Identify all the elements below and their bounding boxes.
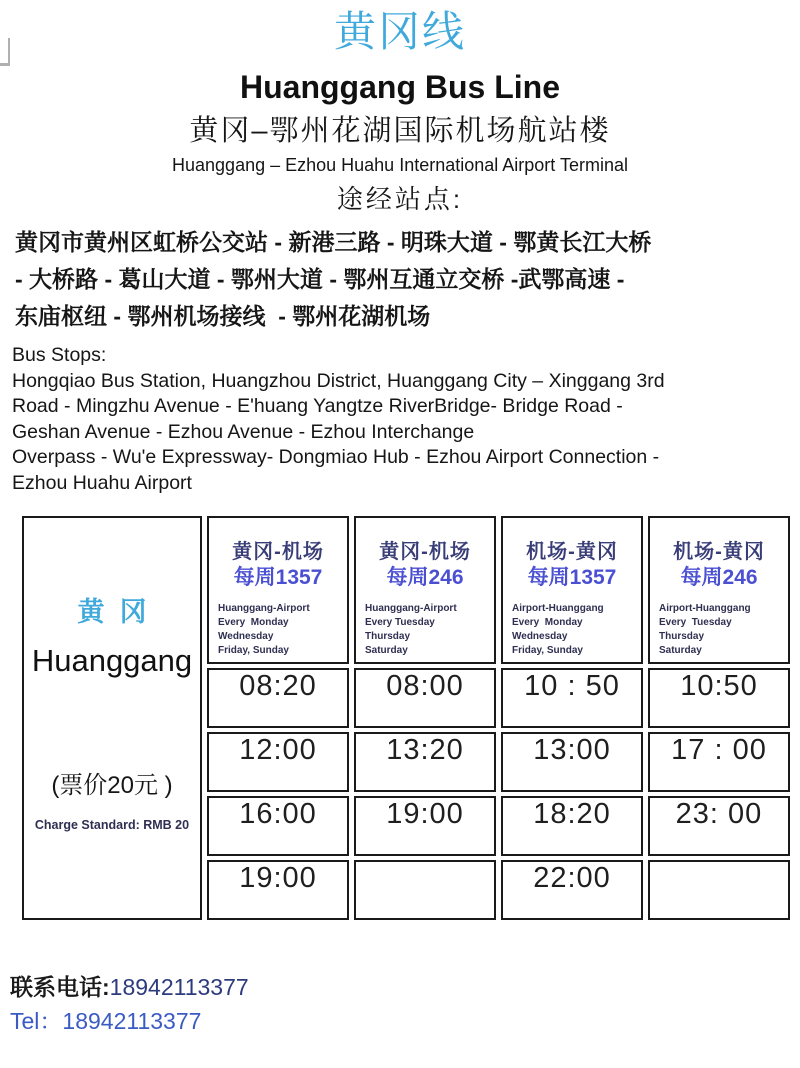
- route-label-en: Airport-Huanggang: [659, 603, 751, 614]
- contact-line-cn: [10, 970, 800, 1004]
- time-cell: 18:20: [501, 796, 643, 856]
- time-cell: 10:50: [648, 668, 790, 728]
- contact-phone-cn: 18942113377: [109, 974, 249, 1000]
- tel-label: Tel：: [10, 1008, 63, 1034]
- time-cell: 13:00: [501, 732, 643, 792]
- fare-note-cn: (票价20元 ): [51, 772, 173, 799]
- column-header-airport-huanggang-246: [648, 516, 790, 664]
- stops-cn-line: 黄冈市黄州区虹桥公交站 - 新港三路 - 明珠大道 - 鄂黄长江大桥: [15, 229, 652, 255]
- time-cell: 12:00: [207, 732, 349, 792]
- route-label-cn: 机场-黄冈: [526, 541, 618, 563]
- page-corner-mark-horizontal: [0, 63, 10, 66]
- route-label-en: Huanggang-Airport: [218, 603, 310, 614]
- stops-en-line: Geshan Avenue - Ezhou Avenue - Ezhou Interchange: [12, 420, 475, 443]
- weekly-schedule-label: 每周246: [680, 566, 758, 589]
- column-header-huanggang-airport-1357: [207, 516, 349, 664]
- service-days-line: Every Tuesday: [659, 617, 732, 628]
- weekly-schedule-label: 每周1357: [527, 566, 617, 589]
- time-cell: [354, 860, 496, 920]
- time-cell: 16:00: [207, 796, 349, 856]
- time-cell: 08:00: [354, 668, 496, 728]
- route-label-cn: 机场-黄冈: [673, 541, 765, 563]
- contact-label-cn: 联系电话:: [10, 974, 110, 1000]
- stops-en-line: Overpass - Wu'e Expressway- Dongmiao Hub - Ezhou Airport Connection -: [12, 446, 660, 468]
- time-cell: 22:00: [501, 860, 643, 920]
- stops-list-en: [12, 343, 800, 496]
- column-header-airport-huanggang-1357: [501, 516, 643, 664]
- service-days-line: Thursday: [659, 631, 705, 642]
- station-name-cn: 黄 冈: [77, 597, 147, 627]
- time-cell: 08:20: [207, 668, 349, 728]
- station-cell: [22, 516, 202, 920]
- service-days-line: Saturday: [365, 645, 408, 656]
- time-cell: 19:00: [207, 860, 349, 920]
- time-cell: 10 : 50: [501, 668, 643, 728]
- service-days-line: Every Tuesday: [365, 617, 435, 628]
- time-cell: 23: 00: [648, 796, 790, 856]
- route-label-en: Airport-Huanggang: [512, 603, 604, 614]
- route-label-en: Huanggang-Airport: [365, 603, 457, 614]
- time-cell: [648, 860, 790, 920]
- route-subtitle-cn: 黄冈–鄂州花湖国际机场航站楼: [189, 115, 611, 147]
- schedule-table: [17, 512, 795, 924]
- service-days-line: Every Monday: [512, 617, 583, 628]
- stops-heading-cn: 途经站点:: [336, 184, 464, 214]
- stops-heading-en: Bus Stops:: [12, 344, 107, 366]
- stops-en-line: Hongqiao Bus Station, Huangzhou District, Huanggang City – Xinggang 3rd: [12, 369, 665, 392]
- stops-cn-line: - 大桥路 - 葛山大道 - 鄂州大道 - 鄂州互通立交桥 -武鄂高速 -: [15, 266, 625, 292]
- stops-en-line: Ezhou Huahu Airport: [12, 471, 192, 494]
- fare-note-en: Charge Standard: RMB 20: [34, 818, 190, 832]
- contact-phone-en: 18942113377: [62, 1008, 202, 1034]
- page-corner-mark-vertical: [8, 38, 10, 65]
- time-cell: 19:00: [354, 796, 496, 856]
- stops-cn-line: 东庙枢纽 - 鄂州机场接线 - 鄂州花湖机场: [15, 303, 431, 329]
- stops-list-cn: [15, 224, 800, 335]
- time-cell: 13:20: [354, 732, 496, 792]
- station-name-en: Huanggang: [31, 643, 193, 678]
- column-header-huanggang-airport-246: [354, 516, 496, 664]
- route-subtitle-en: Huanggang – Ezhou Huahu International Airport Terminal: [172, 155, 628, 175]
- stops-en-line: Road - Mingzhu Avenue - E'huang Yangtze RiverBridge- Bridge Road -: [12, 395, 623, 417]
- weekly-schedule-label: 每周246: [386, 566, 464, 589]
- weekly-schedule-label: 每周1357: [233, 566, 323, 589]
- page-title-cn: 黄冈线: [333, 8, 466, 55]
- route-label-cn: 黄冈-机场: [232, 541, 324, 563]
- service-days-line: Every Monday: [218, 617, 289, 628]
- service-days-line: Friday, Sunday: [512, 645, 583, 656]
- page-title-en: Huanggang Bus Line: [240, 69, 560, 105]
- service-days-line: Thursday: [365, 631, 411, 642]
- service-days-line: Wednesday: [218, 631, 274, 642]
- contact-line-en: [10, 1004, 800, 1038]
- time-cell: 17 : 00: [648, 732, 790, 792]
- service-days-line: Wednesday: [512, 631, 568, 642]
- service-days-line: Friday, Sunday: [218, 645, 289, 656]
- document-header: [0, 0, 800, 216]
- route-label-cn: 黄冈-机场: [379, 541, 471, 563]
- service-days-line: Saturday: [659, 645, 702, 656]
- contact-block: [10, 970, 800, 1038]
